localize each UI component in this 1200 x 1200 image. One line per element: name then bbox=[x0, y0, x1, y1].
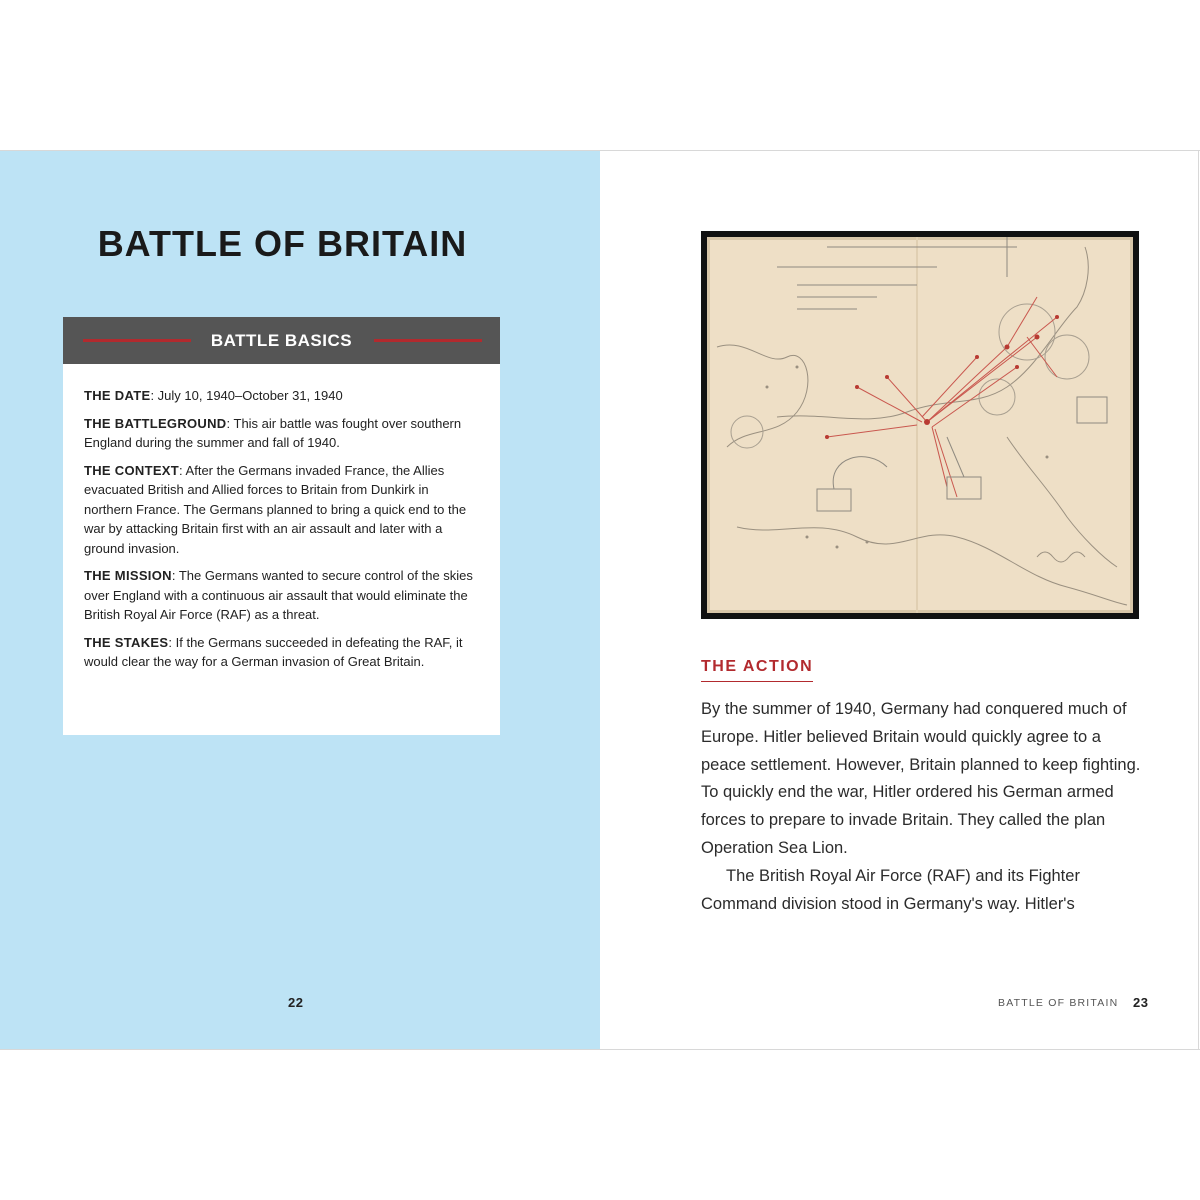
fact-label: THE MISSION bbox=[84, 568, 172, 583]
fact-battleground: THE BATTLEGROUND: This air battle was fought over southern England during the summer and fall of 1940. bbox=[84, 415, 462, 450]
fact-text: If the Germans succeeded in defeating the RAF, it would clear the way for a German invasion of Great Britain. bbox=[84, 634, 463, 669]
fact-label: THE DATE bbox=[84, 388, 151, 403]
battle-basics-header bbox=[63, 317, 500, 364]
chapter-title: BATTLE OF BRITAIN bbox=[97, 223, 468, 264]
battle-basics-box bbox=[63, 317, 500, 735]
fact-label: THE STAKES bbox=[84, 634, 169, 650]
fact-mission: THE MISSION: The Germans wanted to secure control of the skies over England with a continuous air assault that would eliminate the British Royal Air Force (RAF) as a threat. bbox=[84, 568, 473, 622]
fact-label: THE BATTLEGROUND bbox=[84, 415, 227, 431]
fact-text: The Germans wanted to secure control of the skies over England with a continuous air assault that would eliminate the British Royal Air Force (RAF) as a threat. bbox=[84, 568, 473, 622]
battle-basics-title: BATTLE BASICS bbox=[210, 330, 353, 350]
right-page bbox=[600, 151, 1199, 1049]
left-page bbox=[0, 151, 600, 1049]
fact-stakes: THE STAKES: If the Germans succeeded in defeating the RAF, it would clear the way for a German invasion of Great Britain. bbox=[84, 634, 463, 669]
body-text bbox=[701, 696, 1141, 918]
body-paragraph: By the summer of 1940, Germany had conquered much of Europe. Hitler believed Britain would quickly agree to a peace settlement. However, Britain planned to keep fighting. To quickly end the war, Hitler ordered his German armed forces to prepare to invade Britain. They called the plan Operation Sea Lion. bbox=[701, 700, 1141, 857]
page-number-left: 22 bbox=[288, 995, 304, 1010]
running-head: BATTLE OF BRITAIN bbox=[998, 997, 1119, 1009]
header-rule-right bbox=[374, 339, 482, 342]
fact-text: July 10, 1940–October 31, 1940 bbox=[157, 388, 343, 403]
page-number-right: 23 bbox=[1133, 995, 1149, 1010]
section-heading-the-action: THE ACTION bbox=[701, 658, 813, 682]
fact-date: THE DATE: July 10, 1940–October 31, 1940 bbox=[84, 388, 343, 403]
book-spread bbox=[0, 150, 1200, 1050]
body-paragraph: The British Royal Air Force (RAF) and its Fighter Command division stood in Germany's way. Hitler's bbox=[701, 866, 1080, 913]
map-illustration bbox=[707, 237, 1133, 613]
fact-context: THE CONTEXT: After the Germans invaded France, the Allies evacuated British and Allied forces to Britain from Dunkirk in northern France. The Germans planned to bring a quick end to the war by attacking Britain first with an air assault and later with a ground invasion. bbox=[84, 462, 467, 556]
fact-text: After the Germans invaded France, the Allies evacuated British and Allied forces to Britain from Dunkirk in northern France. The Germans planned to bring a quick end to the war by attacking Britain first with an air assault and later with a ground invasion. bbox=[84, 462, 467, 556]
header-rule-left bbox=[83, 339, 191, 342]
battle-basics-body bbox=[63, 364, 500, 672]
fact-text: This air battle was fought over southern England during the summer and fall of 1940. bbox=[84, 415, 462, 450]
historical-map-image bbox=[701, 231, 1139, 619]
fact-label: THE CONTEXT bbox=[84, 462, 180, 478]
